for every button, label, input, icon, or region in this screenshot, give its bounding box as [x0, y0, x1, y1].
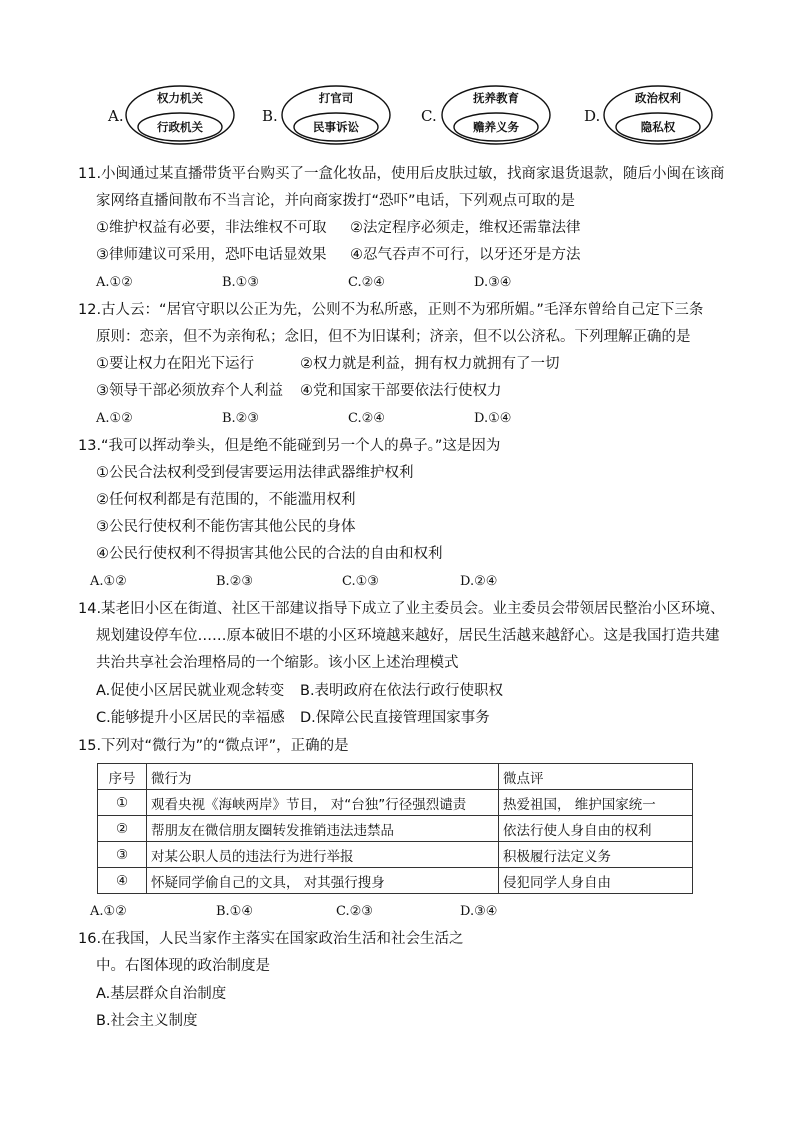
row-index: ② [98, 816, 147, 842]
q15-stem: 15.下列对“微行为”的“微点评”，正确的是 [78, 738, 349, 754]
q14-option-a[interactable]: A.促使小区居民就业观念转变 [96, 683, 285, 699]
q16-stem-line-1: 16.在我国，人民当家作主落实在国家政治生活和社会生活之 [78, 931, 464, 947]
table-row [98, 790, 693, 816]
q13-stem: 13.“我可以挥动拳头，但是绝不能碰到另一个人的鼻子。”这是因为 [78, 438, 501, 454]
diagram-a-outer: 权力机关 [157, 91, 203, 105]
diagram-d [602, 84, 714, 146]
q12-stem-line-1: 12.古人云：“居官守职以公正为先，公则不为私所惑，正则不为邪所媚。”毛泽东曾给自己定下三条 [78, 302, 704, 318]
q13-item-3: ③公民行使权利不能伤害其他公民的身体 [96, 519, 356, 535]
q11-item-4: ④忍气吞声不可行，以牙还牙是方法 [350, 247, 581, 263]
diagram-b-label: B. [262, 107, 278, 125]
q13-item-2: ②任何权利都是有范围的，不能滥用权利 [96, 492, 356, 508]
row-index: ① [98, 790, 147, 816]
row-behavior: 帮朋友在微信朋友圈转发推销违法违禁品 [147, 816, 499, 842]
table-row [98, 816, 693, 842]
diagram-c-label: C. [421, 107, 437, 125]
q14-stem-line-3: 共治共享社会治理格局的一个缩影。该小区上述治理模式 [96, 655, 459, 671]
diagram-b-inner: 民事诉讼 [313, 120, 359, 134]
row-comment: 积极履行法定义务 [499, 842, 693, 868]
diagram-a [124, 84, 236, 146]
q14-stem-line-1: 14.某老旧小区在街道、社区干部建议指导下成立了业主委员会。业主委员会带领居民整治小区环境、 [78, 601, 725, 617]
diagram-d-inner: 隐私权 [640, 120, 676, 134]
diagram-b [280, 84, 392, 146]
q15-option-a[interactable]: A.①② [90, 904, 127, 919]
row-comment: 侵犯同学人身自由 [499, 868, 693, 894]
diagram-d-outer: 政治权利 [635, 91, 681, 105]
q13-option-a[interactable]: A.①② [90, 574, 127, 589]
q12-item-4: ④党和国家干部要依法行使权力 [300, 383, 502, 399]
row-comment: 依法行使人身自由的权利 [499, 816, 693, 842]
row-behavior: 对某公职人员的违法行为进行举报 [147, 842, 499, 868]
q16-option-a[interactable]: A.基层群众自治制度 [96, 986, 227, 1002]
q12-item-3: ③领导干部必须放弃个人利益 [96, 383, 283, 399]
row-index: ④ [98, 868, 147, 894]
q11-item-3: ③律师建议可采用，恐吓电话显效果 [96, 247, 327, 263]
q11-stem-line-2: 家网络直播间散布不当言论，并向商家拨打“恐吓”电话，下列观点可取的是 [96, 193, 576, 209]
q13-option-d[interactable]: D.②④ [460, 574, 498, 589]
diagram-a-inner: 行政机关 [157, 120, 203, 134]
q14-stem-line-2: 规划建设停车位……原本破旧不堪的小区环境越来越好，居民生活越来越舒心。这是我国打造共建 [96, 628, 720, 644]
q11-item-1: ①维护权益有必要，非法维权不可取 [96, 220, 327, 236]
q13-item-1: ①公民合法权利受到侵害要运用法律武器维护权利 [96, 465, 414, 481]
q11-option-a[interactable]: A.①② [96, 275, 133, 290]
diagram-c [440, 84, 552, 146]
row-comment: 热爱祖国， 维护国家统一 [499, 790, 693, 816]
header-behavior: 微行为 [147, 764, 499, 790]
header-index: 序号 [98, 764, 147, 790]
q13-option-c[interactable]: C.①③ [342, 574, 379, 589]
q14-option-b[interactable]: B.表明政府在依法行政行使职权 [300, 683, 504, 699]
q11-stem-line-1: 11.小闽通过某直播带货平台购买了一盒化妆品，使用后皮肤过敏，找商家退货退款，随后小闽在该商 [78, 166, 725, 182]
q12-option-d[interactable]: D.①④ [474, 411, 512, 426]
q12-option-c[interactable]: C.②④ [348, 411, 385, 426]
q14-option-c[interactable]: C.能够提升小区居民的幸福感 [96, 710, 285, 726]
q11-option-d[interactable]: D.③④ [474, 275, 512, 290]
row-behavior: 观看央视《海峡两岸》节目， 对“台独”行径强烈谴责 [147, 790, 499, 816]
row-index: ③ [98, 842, 147, 868]
diagram-c-inner: 赡养义务 [473, 120, 519, 134]
q11-item-2: ②法定程序必须走，维权还需靠法律 [350, 220, 581, 236]
q12-item-2: ②权力就是利益，拥有权力就拥有了一切 [300, 356, 560, 372]
q15-option-d[interactable]: D.③④ [460, 904, 498, 919]
q14-option-d[interactable]: D.保障公民直接管理国家事务 [300, 710, 490, 726]
diagram-b-outer: 打官司 [318, 91, 354, 105]
q16-stem-line-2: 中。右图体现的政治制度是 [96, 958, 270, 974]
q13-item-4: ④公民行使权利不得损害其他公民的合法的自由和权利 [96, 546, 443, 562]
q12-stem-line-2: 原则：恋亲，但不为亲徇私；念旧，但不为旧谋利；济亲，但不以公济私。下列理解正确的是 [96, 329, 691, 345]
q11-option-c[interactable]: C.②④ [348, 275, 385, 290]
diagram-d-label: D. [584, 107, 601, 125]
header-comment: 微点评 [499, 764, 693, 790]
q15-option-b[interactable]: B.①④ [216, 904, 253, 919]
q12-option-a[interactable]: A.①② [96, 411, 133, 426]
q11-option-b[interactable]: B.①③ [222, 275, 259, 290]
table-row [98, 842, 693, 868]
q13-option-b[interactable]: B.②③ [216, 574, 253, 589]
q12-item-1: ①要让权力在阳光下运行 [96, 356, 254, 372]
row-behavior: 怀疑同学偷自己的文具， 对其强行搜身 [147, 868, 499, 894]
q16-option-b[interactable]: B.社会主义制度 [96, 1013, 198, 1029]
table-header-row [98, 764, 693, 790]
q12-option-b[interactable]: B.②③ [222, 411, 259, 426]
q15-table [97, 763, 693, 894]
diagram-c-outer: 抚养教育 [473, 91, 519, 105]
table-row [98, 868, 693, 894]
q15-option-c[interactable]: C.②③ [336, 904, 373, 919]
diagram-a-label: A. [108, 107, 124, 125]
